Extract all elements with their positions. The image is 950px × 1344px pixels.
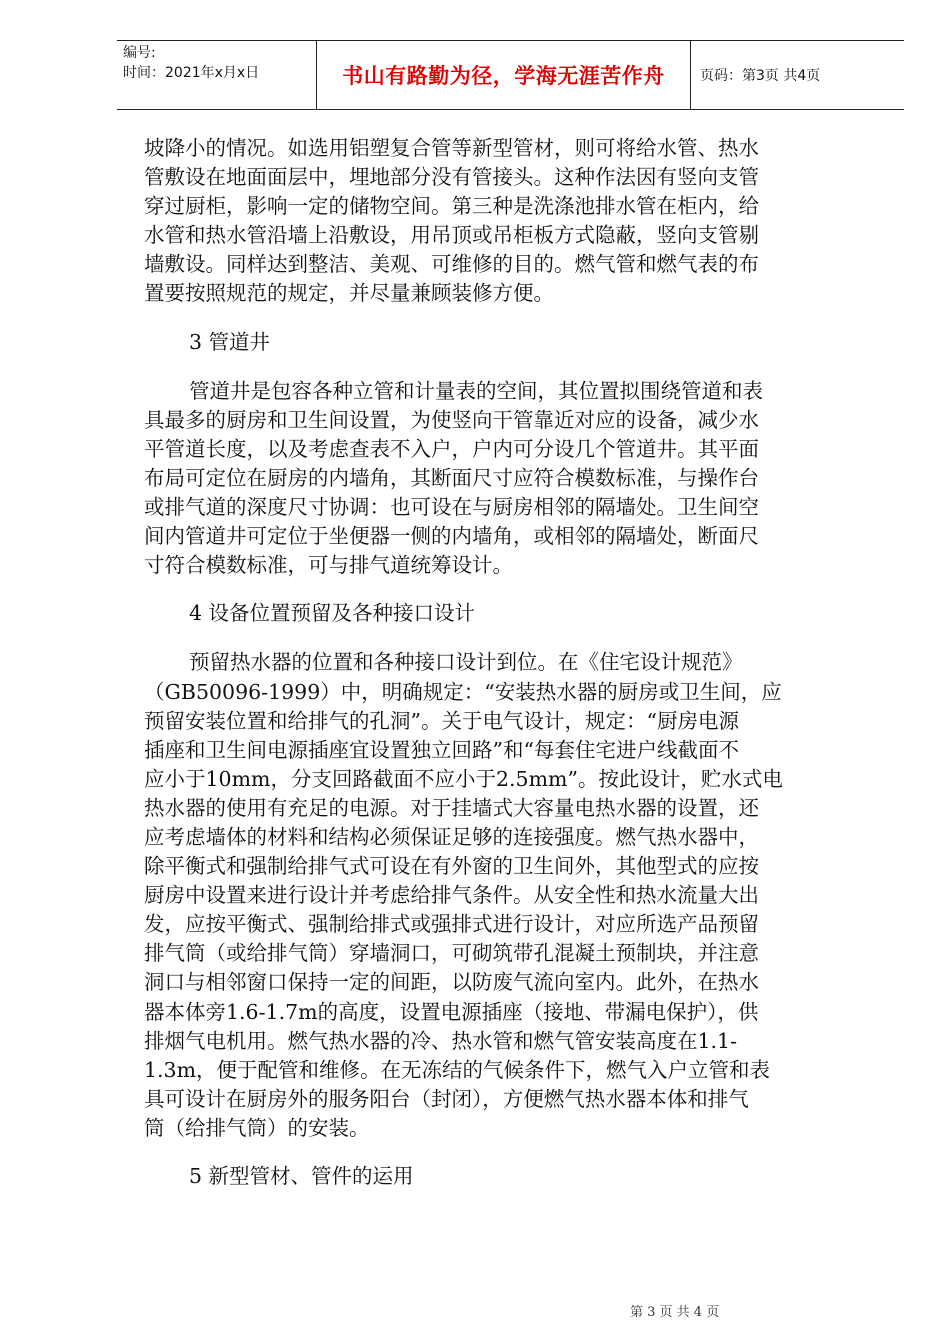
paragraph-line: （GB50096-1999）中，明确规定：“安装热水器的厨房或卫生间，应 <box>144 679 782 704</box>
paragraph-3 <box>144 648 874 1143</box>
paragraph-line: 置要按照规范的规定，并尽量兼顾装修方便。 <box>144 281 554 306</box>
paragraph-line: 预留安装位置和给排气的孔洞”。关于电气设计，规定：“厨房电源 <box>144 708 739 733</box>
paragraph-line: 坡降小的情况。如选用铝塑复合管等新型管材，则可将给水管、热水 <box>144 136 759 160</box>
paragraph-1 <box>144 134 874 309</box>
paragraph-line: 预留热水器的位置和各种接口设计到位。在《住宅设计规范》 <box>189 650 743 675</box>
header-page-cell <box>691 41 904 109</box>
paragraph-line: 排气筒（或给排气筒）穿墙洞口，可砌筑带孔混凝土预制块，并注意 <box>144 941 759 966</box>
paragraph-line: 具最多的厨房和卫生间设置，为使竖向干管靠近对应的设备，减少水 <box>144 407 759 432</box>
paragraph-line: 除平衡式和强制给排气式可设在有外窗的卫生间外，其他型式的应按 <box>144 854 759 879</box>
paragraph-line: 水管和热水管沿墙上沿敷设，用吊顶或吊柜板方式隐蔽，竖向支管剔 <box>144 223 759 248</box>
paragraph-line: 具可设计在厨房外的服务阳台（封闭），方便燃气热水器本体和排气 <box>144 1086 749 1111</box>
paragraph-line: 应小于10mm，分支回路截面不应小于2.5mm”。按此设计，贮水式电 <box>144 766 783 791</box>
header-motto-cell <box>317 41 691 109</box>
header-meta <box>117 41 317 109</box>
number-label: 编号: <box>123 45 156 61</box>
time-label: 时间：2021年x月x日 <box>123 65 260 81</box>
section-heading-5: 5 新型管材、管件的运用 <box>189 1164 414 1188</box>
paragraph-2 <box>144 377 874 581</box>
paragraph-line: 1.3m，便于配管和维修。在无冻结的气候条件下，燃气入户立管和表 <box>144 1057 771 1082</box>
paragraph-line: 洞口与相邻窗口保持一定的间距，以防废气流向室内。此外，在热水 <box>144 970 759 995</box>
paragraph-line: 或排气道的深度尺寸协调：也可设在与厨房相邻的隔墙处。卫生间空 <box>144 495 759 520</box>
paragraph-line: 寸符合模数标准，可与排气道统筹设计。 <box>144 553 513 578</box>
page-footer: 第 3 页 共 4 页 <box>630 1305 720 1320</box>
paragraph-line: 筒（给排气筒）的安装。 <box>144 1115 370 1140</box>
paragraph-line: 厨房中设置来进行设计并考虑给排气条件。从安全性和热水流量大出 <box>144 883 759 908</box>
paragraph-line: 管道井是包容各种立管和计量表的空间，其位置拟围绕管道和表 <box>189 378 763 403</box>
paragraph-line: 平管道长度，以及考虑查表不入户，户内可分设几个管道井。其平面 <box>144 436 759 461</box>
paragraph-line: 布局可定位在厨房的内墙角，其断面尺寸应符合模数标准，与操作台 <box>144 465 759 490</box>
paragraph-line: 热水器的使用有充足的电源。对于挂墙式大容量电热水器的设置，还 <box>144 795 759 820</box>
paragraph-line: 管敷设在地面面层中，埋地部分没有管接头。这种作法因有竖向支管 <box>144 165 759 190</box>
paragraph-line: 排烟气电机用。燃气热水器的冷、热水管和燃气管安装高度在1.1- <box>144 1028 738 1053</box>
page-header <box>117 40 904 110</box>
paragraph-line: 墙敷设。同样达到整洁、美观、可维修的目的。燃气管和燃气表的布 <box>144 252 759 277</box>
document-body <box>144 134 874 1191</box>
section-heading-4: 4 设备位置预留及各种接口设计 <box>189 601 476 626</box>
paragraph-line: 间内管道井可定位于坐便器一侧的内墙角，或相邻的隔墙处，断面尺 <box>144 524 759 549</box>
page-info: 页码：第3页 共4页 <box>700 68 821 84</box>
paragraph-line: 应考虑墙体的材料和结构必须保证足够的连接强度。燃气热水器中， <box>144 824 759 849</box>
section-heading-3: 3 管道井 <box>189 329 271 354</box>
paragraph-line: 穿过厨柜，影响一定的储物空间。第三种是洗涤池排水管在柜内，给 <box>144 194 759 219</box>
motto: 书山有路勤为径，学海无涯苦作舟 <box>342 64 665 88</box>
paragraph-line: 发，应按平衡式、强制给排式或强排式进行设计，对应所选产品预留 <box>144 912 759 937</box>
paragraph-line: 插座和卫生间电源插座宜设置独立回路”和“每套住宅进户线截面不 <box>144 737 739 762</box>
paragraph-line: 器本体旁1.6-1.7m的高度，设置电源插座（接地、带漏电保护），供 <box>144 999 759 1024</box>
